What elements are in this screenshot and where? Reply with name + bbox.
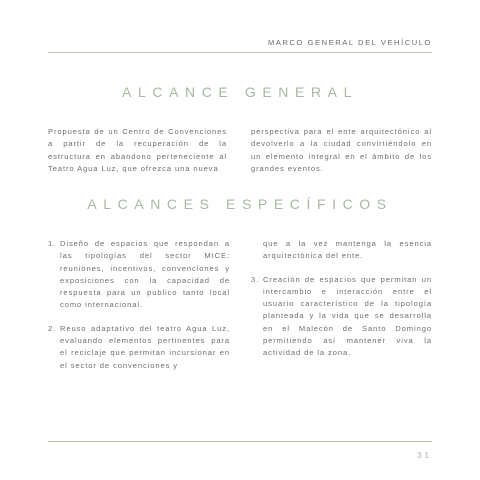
list-item-continuation: que a la vez mantenga la esencia arquitectónica del ente. bbox=[263, 239, 432, 261]
list-item-number: 3. bbox=[251, 274, 260, 284]
alcance-general-column-left bbox=[48, 126, 227, 175]
section-title-alcance-general: ALCANCE GENERAL bbox=[122, 84, 358, 100]
specific-scope-list-right bbox=[251, 238, 432, 360]
list-item bbox=[251, 274, 432, 360]
list-item-number: 1. bbox=[48, 239, 57, 248]
alcance-general-text-left: Propuesta de un Centro de Convenciones a partir de la recuperación de la estructura en abandono perteneciente al Teatro Agua Luz, que ofrezca una nueva bbox=[48, 127, 227, 173]
footer-divider bbox=[48, 441, 432, 442]
alcance-general-column-right bbox=[251, 126, 432, 175]
list-item bbox=[48, 238, 230, 312]
page-number: 31 bbox=[417, 451, 432, 460]
list-item-text: Diseño de espacios que respondan a las tipologías del sector MICE: reuniones, incentivos, convenciones y exposiciones con la capacidad de respuesta para un publico tanto local como internacional. bbox=[60, 239, 230, 310]
section-title-alcances-especificos: ALCANCES ESPECÍFICOS bbox=[87, 196, 393, 212]
specific-scope-list-right-items bbox=[251, 274, 432, 360]
specific-scope-list-left bbox=[48, 238, 230, 372]
running-header: MARCO GENERAL DEL VEHÍCULO bbox=[268, 38, 432, 47]
list-item-number: 2. bbox=[48, 323, 57, 333]
header-divider bbox=[48, 52, 432, 53]
list-item bbox=[48, 323, 230, 372]
list-item-text: Reuso adaptativo del teatro Agua Luz, evaluando elementos pertinentes para el reciclaje que permitan incursionar en el sector de convenciones y bbox=[60, 323, 230, 370]
list-item-text: Creación de espacios que permitan un intercambio e interacción entre el usuario característico de la tipología planteada y la vida que se desarrolla en el Malecón de Santo Domingo permitiendo así mantener viva la actividad de la zona. bbox=[263, 274, 432, 358]
alcance-general-text-right: perspectiva para el ente arquitectónico al devolverlo a la ciudad convirtiéndolo en un elemento integral en el ámbito de los grandes eventos. bbox=[251, 127, 432, 173]
